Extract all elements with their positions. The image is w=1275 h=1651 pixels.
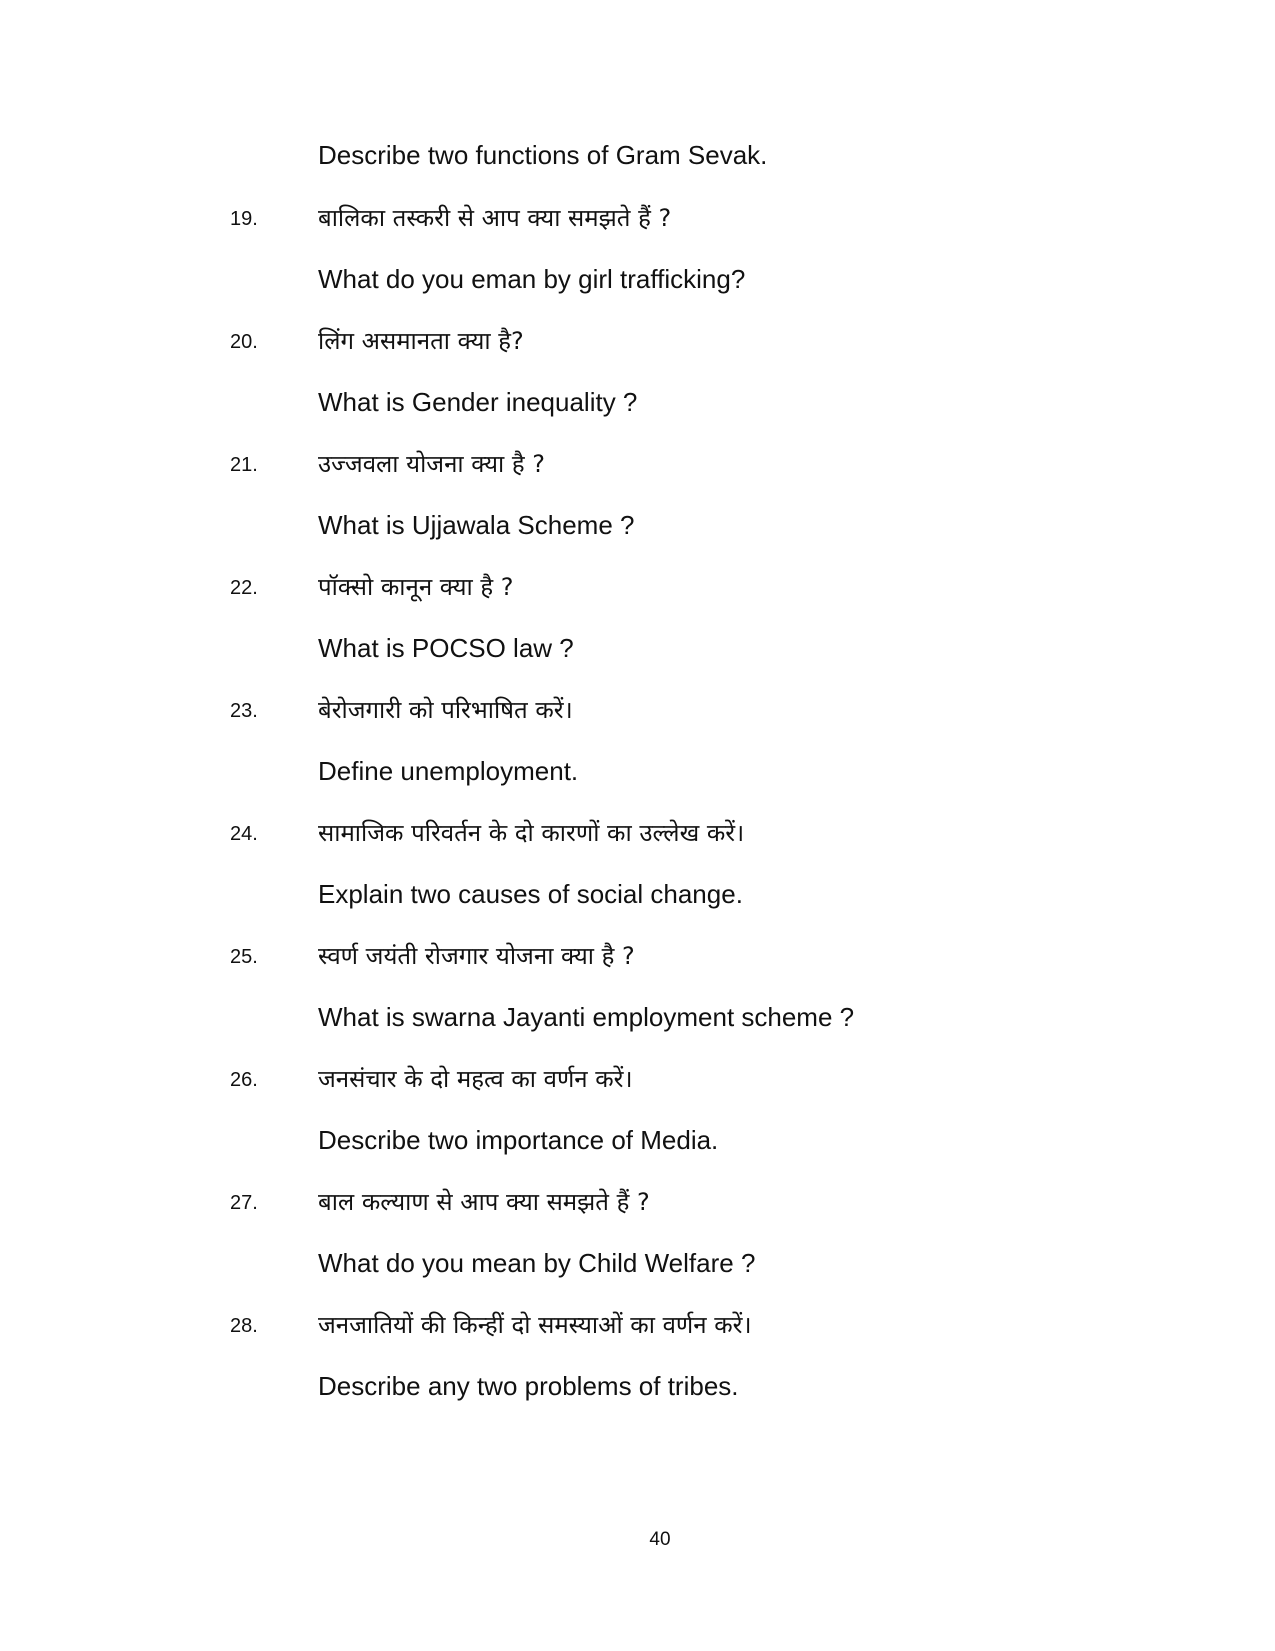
question-english-text: Define unemployment. [318,756,579,786]
question-english-text: What do you mean by Child Welfare ? [318,1248,756,1278]
question-hindi-text: बाल कल्याण से आप क्या समझते हैं ? [318,1188,650,1216]
question-hindi-text: स्वर्ण जयंती रोजगार योजना क्या है ? [318,942,635,970]
question-number: 22. [230,577,258,599]
page-number: 40 [649,1529,671,1550]
question-number: 21. [230,454,258,476]
question-english-text: What is POCSO law ? [318,633,574,663]
question-hindi-text: पॉक्सो कानून क्या है ? [318,573,514,601]
question-number: 25. [230,946,258,968]
question-number: 27. [230,1192,258,1214]
question-english-text: What do you eman by girl trafficking? [318,264,746,294]
question-hindi-text: जनजातियों की किन्हीं दो समस्याओं का वर्णन करें। [318,1311,752,1339]
question-hindi-text: बालिका तस्करी से आप क्या समझते हैं ? [318,204,672,232]
question-english-text: What is Gender inequality ? [318,387,638,417]
question-hindi-text: बेरोजगारी को परिभाषित करें। [318,696,573,724]
question-number: 26. [230,1069,258,1091]
question-number: 24. [230,823,258,845]
question-number: 28. [230,1315,258,1337]
question-hindi-text: लिंग असमानता क्या है? [318,327,524,355]
question-english-text: Describe any two problems of tribes. [318,1371,739,1401]
question-english-text: What is swarna Jayanti employment scheme ? [318,1002,855,1032]
question-number: 23. [230,700,258,722]
question-number: 19. [230,208,258,230]
question-english-text: Describe two importance of Media. [318,1125,719,1155]
question-hindi-text: सामाजिक परिवर्तन के दो कारणों का उल्लेख करें। [318,819,745,847]
intro-english-text: Describe two functions of Gram Sevak. [318,140,768,170]
question-hindi-text: जनसंचार के दो महत्व का वर्णन करें। [318,1065,633,1093]
question-number: 20. [230,331,258,353]
question-english-text: Explain two causes of social change. [318,879,743,909]
question-english-text: What is Ujjawala Scheme ? [318,510,635,540]
question-hindi-text: उज्जवला योजना क्या है ? [318,450,545,478]
